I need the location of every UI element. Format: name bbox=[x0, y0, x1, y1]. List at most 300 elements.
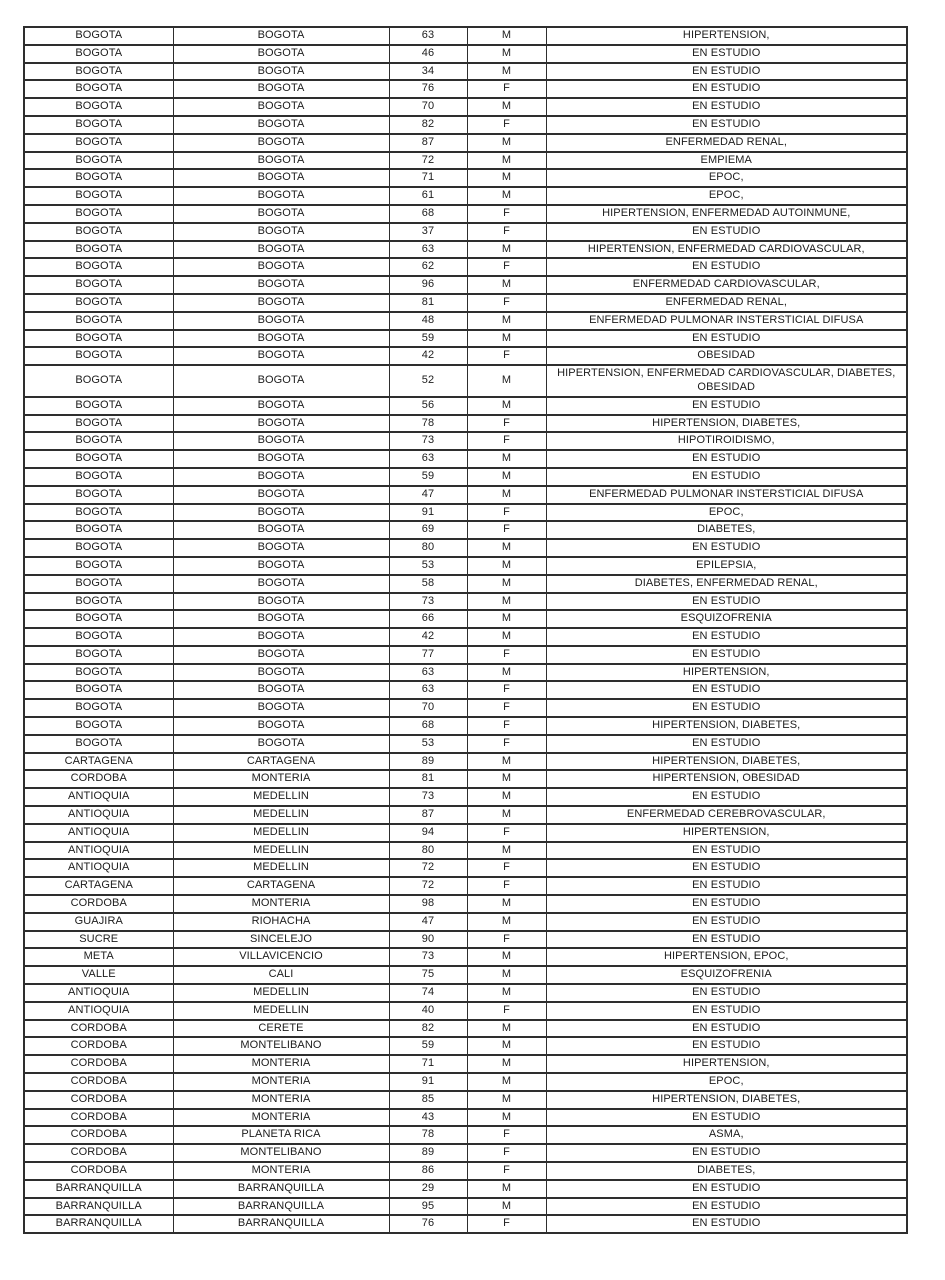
cell-sex: M bbox=[467, 753, 546, 771]
table-row bbox=[24, 664, 907, 682]
cell-city: MONTERIA bbox=[173, 1162, 389, 1180]
cell-age: 56 bbox=[389, 397, 467, 415]
cell-city: BARRANQUILLA bbox=[173, 1180, 389, 1198]
cell-age: 53 bbox=[389, 735, 467, 753]
cell-age: 66 bbox=[389, 610, 467, 628]
cell-sex: F bbox=[467, 1215, 546, 1233]
table-row bbox=[24, 575, 907, 593]
cell-age: 63 bbox=[389, 241, 467, 259]
cell-city: MEDELLIN bbox=[173, 859, 389, 877]
table-row bbox=[24, 788, 907, 806]
cell-age: 47 bbox=[389, 486, 467, 504]
cell-department: BOGOTA bbox=[24, 699, 173, 717]
cell-sex: M bbox=[467, 63, 546, 81]
cell-department: BOGOTA bbox=[24, 152, 173, 170]
cell-conditions: EN ESTUDIO bbox=[546, 1020, 907, 1038]
cell-city: BOGOTA bbox=[173, 116, 389, 134]
cell-sex: M bbox=[467, 664, 546, 682]
cell-department: BARRANQUILLA bbox=[24, 1180, 173, 1198]
cell-city: MONTELIBANO bbox=[173, 1144, 389, 1162]
cell-age: 80 bbox=[389, 842, 467, 860]
cell-city: BOGOTA bbox=[173, 223, 389, 241]
cell-department: CORDOBA bbox=[24, 1037, 173, 1055]
table-row bbox=[24, 646, 907, 664]
cell-department: CARTAGENA bbox=[24, 877, 173, 895]
cell-city: BOGOTA bbox=[173, 646, 389, 664]
table-row bbox=[24, 610, 907, 628]
cell-conditions: EN ESTUDIO bbox=[546, 681, 907, 699]
cell-age: 46 bbox=[389, 45, 467, 63]
table-row bbox=[24, 735, 907, 753]
table-row bbox=[24, 347, 907, 365]
cell-sex: M bbox=[467, 948, 546, 966]
table-row bbox=[24, 931, 907, 949]
cell-sex: M bbox=[467, 593, 546, 611]
cell-sex: M bbox=[467, 98, 546, 116]
cell-conditions: HIPERTENSION, EPOC, bbox=[546, 948, 907, 966]
table-row bbox=[24, 824, 907, 842]
cell-department: BOGOTA bbox=[24, 134, 173, 152]
cell-sex: M bbox=[467, 169, 546, 187]
cell-age: 29 bbox=[389, 1180, 467, 1198]
cell-conditions: EN ESTUDIO bbox=[546, 895, 907, 913]
cell-department: BARRANQUILLA bbox=[24, 1215, 173, 1233]
cell-conditions: ENFERMEDAD PULMONAR INSTERSTICIAL DIFUSA bbox=[546, 312, 907, 330]
cell-sex: F bbox=[467, 294, 546, 312]
cell-city: BOGOTA bbox=[173, 205, 389, 223]
cell-sex: M bbox=[467, 45, 546, 63]
cell-conditions: ESQUIZOFRENIA bbox=[546, 966, 907, 984]
cell-sex: M bbox=[467, 966, 546, 984]
cell-city: BOGOTA bbox=[173, 468, 389, 486]
table-row bbox=[24, 80, 907, 98]
cell-city: BOGOTA bbox=[173, 294, 389, 312]
table-row bbox=[24, 717, 907, 735]
cell-city: BOGOTA bbox=[173, 258, 389, 276]
table-row bbox=[24, 628, 907, 646]
table-row bbox=[24, 913, 907, 931]
cell-city: BOGOTA bbox=[173, 169, 389, 187]
table-row bbox=[24, 312, 907, 330]
table-row bbox=[24, 948, 907, 966]
cell-age: 72 bbox=[389, 859, 467, 877]
cell-conditions: EPOC, bbox=[546, 1073, 907, 1091]
cell-department: BOGOTA bbox=[24, 187, 173, 205]
cell-city: SINCELEJO bbox=[173, 931, 389, 949]
cell-city: MONTERIA bbox=[173, 770, 389, 788]
cell-age: 68 bbox=[389, 205, 467, 223]
cell-sex: F bbox=[467, 877, 546, 895]
cell-sex: M bbox=[467, 1073, 546, 1091]
cell-city: BOGOTA bbox=[173, 557, 389, 575]
table-row bbox=[24, 699, 907, 717]
cell-department: VALLE bbox=[24, 966, 173, 984]
cell-age: 43 bbox=[389, 1109, 467, 1127]
cell-city: BOGOTA bbox=[173, 134, 389, 152]
cell-sex: M bbox=[467, 788, 546, 806]
cell-department: CORDOBA bbox=[24, 1126, 173, 1144]
cell-conditions: HIPERTENSION, bbox=[546, 824, 907, 842]
cell-conditions: EN ESTUDIO bbox=[546, 984, 907, 1002]
cell-city: BOGOTA bbox=[173, 486, 389, 504]
cell-conditions: EN ESTUDIO bbox=[546, 699, 907, 717]
cell-age: 59 bbox=[389, 468, 467, 486]
cell-department: BOGOTA bbox=[24, 241, 173, 259]
cell-age: 85 bbox=[389, 1091, 467, 1109]
cell-department: META bbox=[24, 948, 173, 966]
cell-age: 87 bbox=[389, 806, 467, 824]
cell-age: 58 bbox=[389, 575, 467, 593]
cell-conditions: HIPERTENSION, ENFERMEDAD AUTOINMUNE, bbox=[546, 205, 907, 223]
cell-conditions: EN ESTUDIO bbox=[546, 258, 907, 276]
cell-age: 94 bbox=[389, 824, 467, 842]
cell-sex: M bbox=[467, 312, 546, 330]
cell-city: MEDELLIN bbox=[173, 788, 389, 806]
cell-age: 34 bbox=[389, 63, 467, 81]
cell-conditions: EN ESTUDIO bbox=[546, 931, 907, 949]
table-row bbox=[24, 1144, 907, 1162]
cell-sex: M bbox=[467, 330, 546, 348]
cell-conditions: EN ESTUDIO bbox=[546, 877, 907, 895]
cell-city: MONTELIBANO bbox=[173, 1037, 389, 1055]
cell-sex: F bbox=[467, 415, 546, 433]
cell-age: 40 bbox=[389, 1002, 467, 1020]
cell-city: BOGOTA bbox=[173, 539, 389, 557]
cell-department: ANTIOQUIA bbox=[24, 1002, 173, 1020]
cell-age: 71 bbox=[389, 1055, 467, 1073]
cell-age: 69 bbox=[389, 521, 467, 539]
cell-department: CORDOBA bbox=[24, 1162, 173, 1180]
cell-city: BOGOTA bbox=[173, 276, 389, 294]
cell-conditions: HIPERTENSION, bbox=[546, 27, 907, 45]
cell-age: 89 bbox=[389, 1144, 467, 1162]
cell-department: CARTAGENA bbox=[24, 753, 173, 771]
cell-department: GUAJIRA bbox=[24, 913, 173, 931]
cell-conditions: EN ESTUDIO bbox=[546, 45, 907, 63]
cell-age: 86 bbox=[389, 1162, 467, 1180]
cell-conditions: DIABETES, bbox=[546, 521, 907, 539]
cell-sex: M bbox=[467, 575, 546, 593]
cell-conditions: DIABETES, ENFERMEDAD RENAL, bbox=[546, 575, 907, 593]
cell-conditions: ENFERMEDAD CEREBROVASCULAR, bbox=[546, 806, 907, 824]
cell-sex: F bbox=[467, 931, 546, 949]
cell-sex: M bbox=[467, 1020, 546, 1038]
cell-conditions: EN ESTUDIO bbox=[546, 735, 907, 753]
cell-age: 62 bbox=[389, 258, 467, 276]
cell-department: BOGOTA bbox=[24, 468, 173, 486]
cell-sex: F bbox=[467, 80, 546, 98]
cell-city: BOGOTA bbox=[173, 45, 389, 63]
cell-sex: M bbox=[467, 1198, 546, 1216]
cell-city: MONTERIA bbox=[173, 1055, 389, 1073]
table-row bbox=[24, 63, 907, 81]
cell-city: BOGOTA bbox=[173, 735, 389, 753]
table-row bbox=[24, 258, 907, 276]
cell-conditions: HIPERTENSION, bbox=[546, 664, 907, 682]
cell-city: CARTAGENA bbox=[173, 877, 389, 895]
cell-age: 76 bbox=[389, 1215, 467, 1233]
cell-age: 91 bbox=[389, 504, 467, 522]
cell-conditions: EN ESTUDIO bbox=[546, 223, 907, 241]
cell-conditions: EN ESTUDIO bbox=[546, 397, 907, 415]
cell-age: 52 bbox=[389, 365, 467, 397]
cell-age: 71 bbox=[389, 169, 467, 187]
table-row bbox=[24, 432, 907, 450]
cell-age: 73 bbox=[389, 432, 467, 450]
table-row bbox=[24, 877, 907, 895]
cell-department: ANTIOQUIA bbox=[24, 984, 173, 1002]
cell-conditions: ENFERMEDAD PULMONAR INSTERSTICIAL DIFUSA bbox=[546, 486, 907, 504]
cell-age: 72 bbox=[389, 152, 467, 170]
cell-age: 73 bbox=[389, 948, 467, 966]
cell-age: 63 bbox=[389, 27, 467, 45]
cell-conditions: OBESIDAD bbox=[546, 347, 907, 365]
cell-age: 81 bbox=[389, 770, 467, 788]
cell-city: BOGOTA bbox=[173, 80, 389, 98]
table-row bbox=[24, 1020, 907, 1038]
cell-age: 72 bbox=[389, 877, 467, 895]
cell-sex: F bbox=[467, 347, 546, 365]
cell-sex: M bbox=[467, 842, 546, 860]
document-page bbox=[23, 26, 908, 1234]
table-row bbox=[24, 1180, 907, 1198]
cell-age: 81 bbox=[389, 294, 467, 312]
cell-department: ANTIOQUIA bbox=[24, 824, 173, 842]
cell-age: 42 bbox=[389, 628, 467, 646]
cell-city: MEDELLIN bbox=[173, 984, 389, 1002]
cell-city: CERETE bbox=[173, 1020, 389, 1038]
cell-city: MONTERIA bbox=[173, 1109, 389, 1127]
cell-sex: F bbox=[467, 521, 546, 539]
cell-age: 70 bbox=[389, 699, 467, 717]
cell-sex: M bbox=[467, 152, 546, 170]
table-row bbox=[24, 681, 907, 699]
cell-city: MONTERIA bbox=[173, 1091, 389, 1109]
table-row bbox=[24, 504, 907, 522]
table-row bbox=[24, 859, 907, 877]
cell-city: BOGOTA bbox=[173, 681, 389, 699]
cell-department: CORDOBA bbox=[24, 895, 173, 913]
table-row bbox=[24, 1055, 907, 1073]
cell-conditions: EPILEPSIA, bbox=[546, 557, 907, 575]
cell-conditions: EPOC, bbox=[546, 169, 907, 187]
cell-department: ANTIOQUIA bbox=[24, 806, 173, 824]
cell-sex: F bbox=[467, 223, 546, 241]
table-row bbox=[24, 1198, 907, 1216]
cell-age: 70 bbox=[389, 98, 467, 116]
cell-age: 82 bbox=[389, 1020, 467, 1038]
cell-city: BOGOTA bbox=[173, 699, 389, 717]
cell-city: BOGOTA bbox=[173, 450, 389, 468]
table-row bbox=[24, 1002, 907, 1020]
cell-conditions: EN ESTUDIO bbox=[546, 539, 907, 557]
table-row bbox=[24, 521, 907, 539]
cell-city: MEDELLIN bbox=[173, 1002, 389, 1020]
cell-conditions: HIPOTIROIDISMO, bbox=[546, 432, 907, 450]
cell-department: BOGOTA bbox=[24, 205, 173, 223]
cell-department: BOGOTA bbox=[24, 735, 173, 753]
table-row bbox=[24, 1215, 907, 1233]
table-row bbox=[24, 450, 907, 468]
cell-age: 63 bbox=[389, 664, 467, 682]
cell-sex: M bbox=[467, 397, 546, 415]
cell-sex: F bbox=[467, 1144, 546, 1162]
cell-department: BOGOTA bbox=[24, 664, 173, 682]
table-row bbox=[24, 1109, 907, 1127]
patient-records-table bbox=[23, 26, 908, 1234]
cell-city: RIOHACHA bbox=[173, 913, 389, 931]
cell-sex: M bbox=[467, 1180, 546, 1198]
cell-conditions: EN ESTUDIO bbox=[546, 98, 907, 116]
cell-age: 37 bbox=[389, 223, 467, 241]
cell-sex: M bbox=[467, 187, 546, 205]
cell-sex: M bbox=[467, 913, 546, 931]
cell-age: 95 bbox=[389, 1198, 467, 1216]
cell-age: 82 bbox=[389, 116, 467, 134]
table-row bbox=[24, 806, 907, 824]
table-row bbox=[24, 330, 907, 348]
cell-age: 89 bbox=[389, 753, 467, 771]
cell-department: BOGOTA bbox=[24, 628, 173, 646]
cell-city: BOGOTA bbox=[173, 593, 389, 611]
cell-sex: M bbox=[467, 486, 546, 504]
cell-sex: M bbox=[467, 806, 546, 824]
cell-department: BOGOTA bbox=[24, 397, 173, 415]
cell-sex: M bbox=[467, 241, 546, 259]
table-row bbox=[24, 895, 907, 913]
cell-age: 87 bbox=[389, 134, 467, 152]
cell-conditions: EN ESTUDIO bbox=[546, 1002, 907, 1020]
cell-age: 42 bbox=[389, 347, 467, 365]
cell-department: BOGOTA bbox=[24, 116, 173, 134]
cell-department: ANTIOQUIA bbox=[24, 842, 173, 860]
cell-age: 73 bbox=[389, 593, 467, 611]
cell-department: CORDOBA bbox=[24, 1144, 173, 1162]
cell-department: CORDOBA bbox=[24, 1109, 173, 1127]
cell-sex: M bbox=[467, 770, 546, 788]
cell-department: CORDOBA bbox=[24, 1091, 173, 1109]
table-row bbox=[24, 842, 907, 860]
cell-city: MEDELLIN bbox=[173, 842, 389, 860]
cell-department: BARRANQUILLA bbox=[24, 1198, 173, 1216]
cell-sex: F bbox=[467, 859, 546, 877]
table-row bbox=[24, 205, 907, 223]
cell-age: 90 bbox=[389, 931, 467, 949]
cell-conditions: HIPERTENSION, bbox=[546, 1055, 907, 1073]
table-row bbox=[24, 593, 907, 611]
cell-age: 61 bbox=[389, 187, 467, 205]
table-row bbox=[24, 169, 907, 187]
cell-conditions: HIPERTENSION, DIABETES, bbox=[546, 415, 907, 433]
cell-conditions: EN ESTUDIO bbox=[546, 1109, 907, 1127]
cell-department: BOGOTA bbox=[24, 276, 173, 294]
cell-conditions: EN ESTUDIO bbox=[546, 450, 907, 468]
cell-department: BOGOTA bbox=[24, 365, 173, 397]
cell-department: BOGOTA bbox=[24, 80, 173, 98]
cell-sex: M bbox=[467, 895, 546, 913]
cell-city: BOGOTA bbox=[173, 664, 389, 682]
cell-conditions: ENFERMEDAD RENAL, bbox=[546, 134, 907, 152]
cell-conditions: EN ESTUDIO bbox=[546, 1144, 907, 1162]
cell-department: CORDOBA bbox=[24, 1055, 173, 1073]
cell-conditions: HIPERTENSION, DIABETES, bbox=[546, 717, 907, 735]
cell-conditions: EN ESTUDIO bbox=[546, 330, 907, 348]
table-row bbox=[24, 152, 907, 170]
cell-department: BOGOTA bbox=[24, 450, 173, 468]
table-row bbox=[24, 98, 907, 116]
cell-department: BOGOTA bbox=[24, 294, 173, 312]
cell-sex: F bbox=[467, 432, 546, 450]
cell-conditions: EN ESTUDIO bbox=[546, 63, 907, 81]
cell-age: 74 bbox=[389, 984, 467, 1002]
table-row bbox=[24, 468, 907, 486]
cell-sex: M bbox=[467, 1109, 546, 1127]
cell-conditions: EN ESTUDIO bbox=[546, 80, 907, 98]
cell-age: 73 bbox=[389, 788, 467, 806]
table-row bbox=[24, 753, 907, 771]
cell-sex: M bbox=[467, 450, 546, 468]
cell-age: 59 bbox=[389, 330, 467, 348]
table-row bbox=[24, 557, 907, 575]
cell-department: BOGOTA bbox=[24, 717, 173, 735]
cell-city: BOGOTA bbox=[173, 397, 389, 415]
cell-sex: M bbox=[467, 1091, 546, 1109]
cell-sex: F bbox=[467, 699, 546, 717]
cell-city: BOGOTA bbox=[173, 415, 389, 433]
cell-conditions: EPOC, bbox=[546, 187, 907, 205]
cell-conditions: HIPERTENSION, OBESIDAD bbox=[546, 770, 907, 788]
cell-conditions: EN ESTUDIO bbox=[546, 628, 907, 646]
cell-age: 77 bbox=[389, 646, 467, 664]
cell-sex: M bbox=[467, 276, 546, 294]
cell-department: BOGOTA bbox=[24, 63, 173, 81]
cell-sex: M bbox=[467, 610, 546, 628]
cell-age: 63 bbox=[389, 450, 467, 468]
cell-sex: F bbox=[467, 735, 546, 753]
table-row bbox=[24, 397, 907, 415]
cell-sex: F bbox=[467, 717, 546, 735]
table-row bbox=[24, 187, 907, 205]
table-row bbox=[24, 770, 907, 788]
cell-sex: M bbox=[467, 1055, 546, 1073]
cell-department: SUCRE bbox=[24, 931, 173, 949]
cell-age: 75 bbox=[389, 966, 467, 984]
cell-department: BOGOTA bbox=[24, 557, 173, 575]
table-row bbox=[24, 45, 907, 63]
cell-age: 63 bbox=[389, 681, 467, 699]
cell-sex: F bbox=[467, 205, 546, 223]
cell-sex: F bbox=[467, 1126, 546, 1144]
cell-sex: M bbox=[467, 1037, 546, 1055]
cell-department: BOGOTA bbox=[24, 646, 173, 664]
table-row bbox=[24, 365, 907, 397]
cell-conditions: EN ESTUDIO bbox=[546, 1215, 907, 1233]
cell-conditions: EN ESTUDIO bbox=[546, 859, 907, 877]
table-row bbox=[24, 539, 907, 557]
cell-city: BOGOTA bbox=[173, 521, 389, 539]
cell-department: BOGOTA bbox=[24, 681, 173, 699]
cell-department: BOGOTA bbox=[24, 610, 173, 628]
cell-conditions: EN ESTUDIO bbox=[546, 1037, 907, 1055]
table-row bbox=[24, 1091, 907, 1109]
cell-age: 80 bbox=[389, 539, 467, 557]
cell-city: BARRANQUILLA bbox=[173, 1215, 389, 1233]
cell-department: BOGOTA bbox=[24, 521, 173, 539]
cell-department: BOGOTA bbox=[24, 415, 173, 433]
cell-city: BARRANQUILLA bbox=[173, 1198, 389, 1216]
cell-conditions: EN ESTUDIO bbox=[546, 646, 907, 664]
cell-city: BOGOTA bbox=[173, 63, 389, 81]
